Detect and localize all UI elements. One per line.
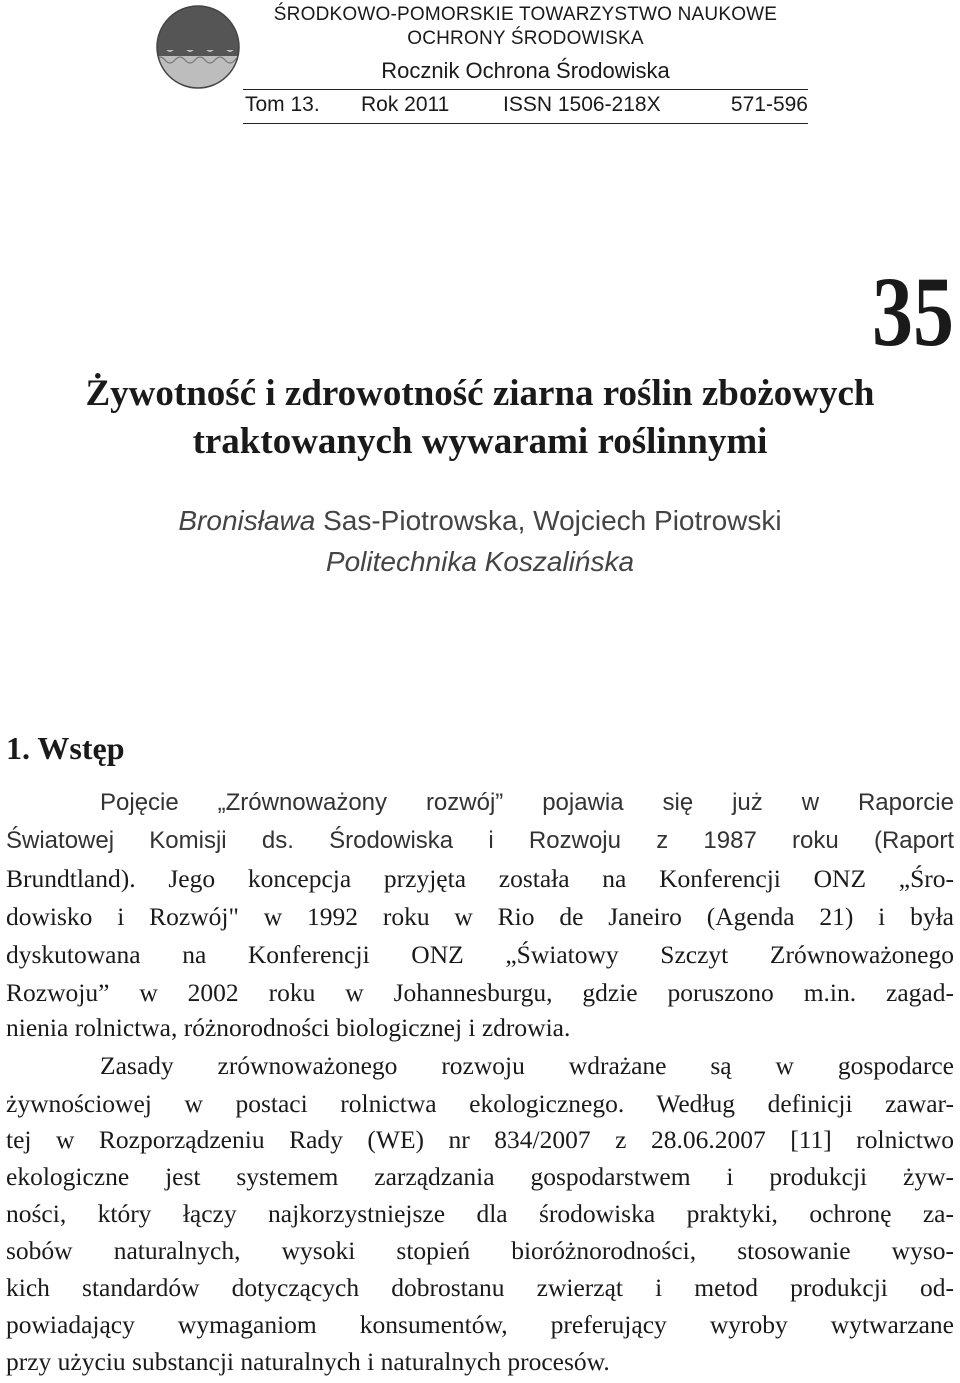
chapter-number: 35 <box>872 256 954 367</box>
body-line: Światowej Komisji ds. Środowiska i Rozwoju z 1987 roku (Raport <box>6 827 954 854</box>
header-rule-top <box>243 89 808 90</box>
body-line: przy użyciu substancji naturalnych i naturalnych procesów. <box>6 1347 610 1376</box>
body-line: Brundtland). Jego koncepcja przyjęta została na Konferencji ONZ „Śro- <box>6 864 954 893</box>
body-line: ekologiczne jest systemem zarządzania gospodarstwem i produkcji żyw- <box>6 1162 954 1191</box>
body-line: kich standardów dotyczących dobrostanu zwierząt i metod produkcji od- <box>6 1273 954 1302</box>
society-wave-logo-icon <box>155 4 241 90</box>
volume-number: Tom 13. <box>245 93 320 116</box>
author-names: Sas-Piotrowska, Wojciech Piotrowski <box>315 505 782 536</box>
body-line: powiadający wymaganiom konsumentów, preferujący wyroby wytwarzane <box>6 1310 954 1339</box>
body-line: nienia rolnictwa, różnorodności biologicznej i zdrowia. <box>6 1013 571 1042</box>
body-line: Pojęcie „Zrównoważony rozwój” pojawia się już w Raporcie <box>100 789 954 816</box>
section-heading: 1. Wstęp <box>6 730 125 766</box>
page-range: 571-596 <box>730 93 808 116</box>
author-first-name: Bronisława <box>178 505 316 536</box>
body-line: ności, który łączy najkorzystniejsze dla środowiska praktyki, ochronę za- <box>6 1199 954 1228</box>
authors <box>0 505 960 537</box>
body-line: sobów naturalnych, wysoki stopień bioróżnorodności, stosowanie wyso- <box>6 1236 954 1265</box>
affiliation: Politechnika Koszalińska <box>325 546 635 577</box>
body-line: tej w Rozporządzeniu Rady (WE) nr 834/2007 z 28.06.2007 [11] rolnictwo <box>6 1125 954 1154</box>
article-title-line2: traktowanych wywarami roślinnymi <box>192 421 768 462</box>
body-line: żywnościowej w postaci rolnictwa ekologicznego. Według definicji zawar- <box>6 1089 954 1118</box>
body-line: dowisko i Rozwój" w 1992 roku w Rio de Janeiro (Agenda 21) i była <box>6 902 954 931</box>
body-line: Zasady zrównoważonego rozwoju wdrażane są w gospodarce <box>100 1051 954 1080</box>
body-line: dyskutowana na Konferencji ONZ „Światowy Szczyt Zrównoważonego <box>6 940 954 969</box>
body-line: Rozwoju” w 2002 roku w Johannesburgu, gdzie poruszono m.in. zagad- <box>6 978 954 1007</box>
article-title-line1: Żywotność i zdrowotność ziarna roślin zbożowych <box>85 373 875 414</box>
publication-meta <box>243 93 808 121</box>
issn: ISSN 1506-218X <box>503 93 661 116</box>
header-rule-bottom <box>243 123 808 124</box>
journal-name: Rocznik Ochrona Środowiska <box>381 58 670 83</box>
society-name-line1: ŚRODKOWO-POMORSKIE TOWARZYSTWO NAUKOWE <box>273 4 778 25</box>
publication-year: Rok 2011 <box>361 93 450 116</box>
society-name-line2: OCHRONY ŚRODOWISKA <box>407 28 644 49</box>
